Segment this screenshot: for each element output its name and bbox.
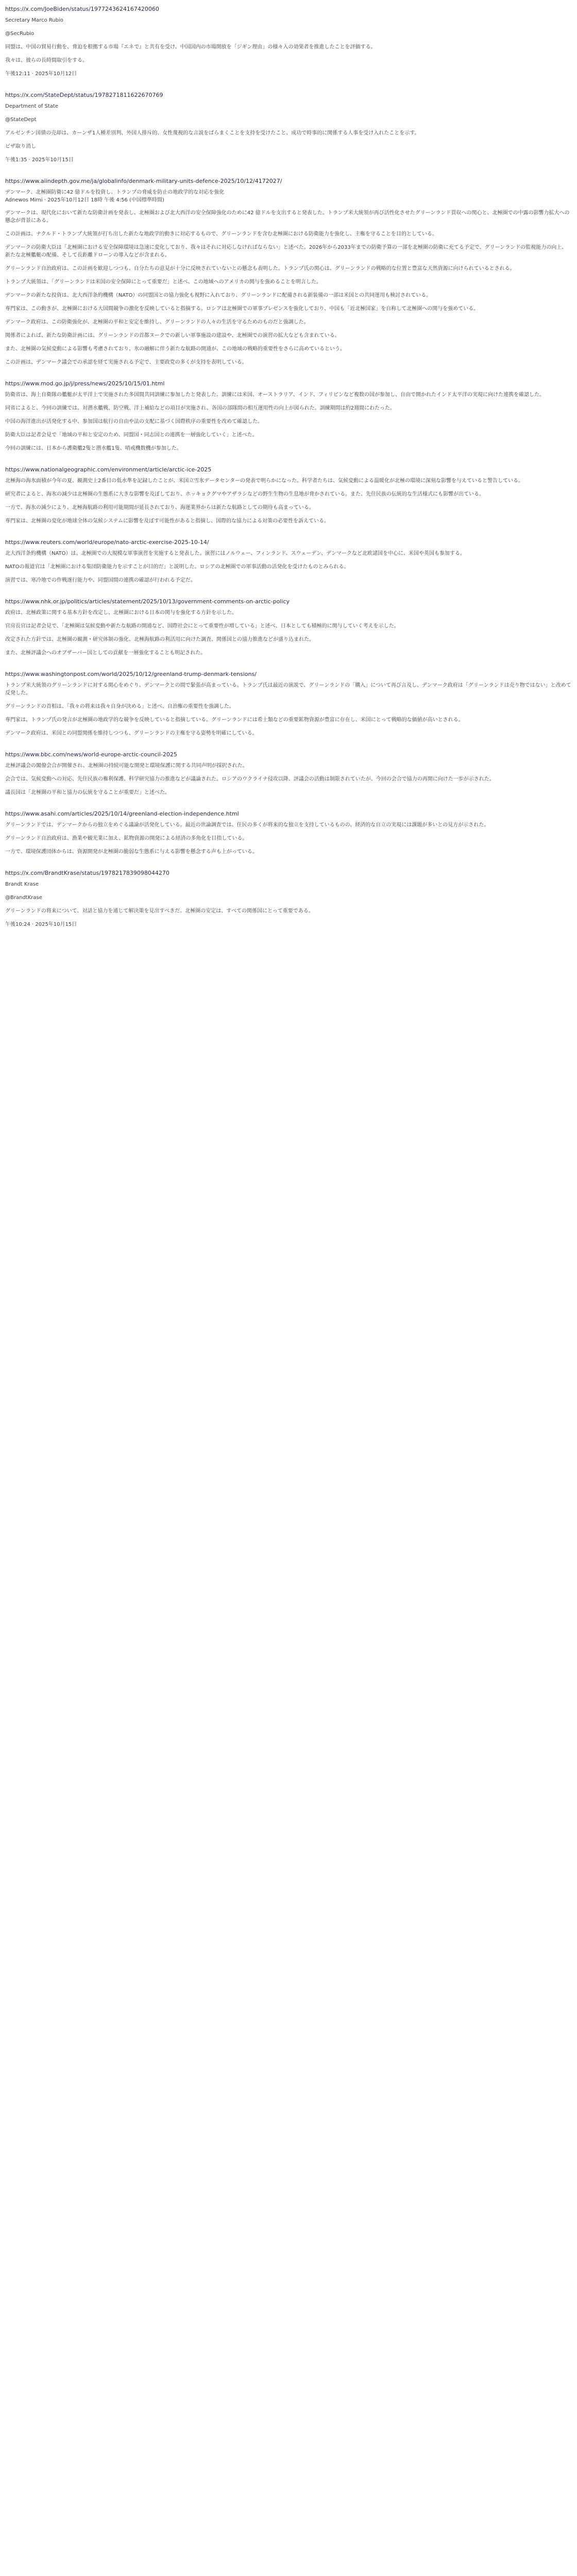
body-paragraph: グリーンランドの将来について、対話と協力を通じて解決策を見出すべきだ。北極圏の安定は、すべての関係国にとって重要である。 [5,908,314,914]
body-paragraph: ビザ取り消し [5,144,36,149]
body-paragraph: 同盟は、中国の貿易行動を、脅迫を根拠する市場『エネで』と共有を受け、中国国内の市場開放を「ジギン理由」の様々入の効果者を推進したことを評価する。 [5,44,376,50]
source-entry [5,91,572,164]
body-paragraph: 専門家は、北極圏の変化が地球全体の気候システムに影響を及ぼす可能性があると指摘し、国際的な協力による対策の必要性を訴えている。 [5,518,329,524]
body-paragraph: グリーンランドの首相は、「我々の将来は我々自身が決める」と述べ、自治権の重要性を強調した。 [5,704,234,709]
source-entry [5,869,572,928]
body-paragraph: 我々は、彼らの長時間取引をする。 [5,58,88,63]
body-paragraph: 北極評議会の閣僚会合が開催され、北極圏の持続可能な開発と環境保護に関する共同声明が採択された。 [5,763,248,769]
source-entry [5,466,572,525]
body-paragraph: 研究者によると、海氷の減少は北極圏の生態系に大きな影響を及ぼしており、ホッキョクグマやアザラシなどの野生生物の生息地が脅かされている。また、先住民族の伝統的な生活様式にも影響が出ている。 [5,492,484,497]
source-url-link[interactable]: https://www.nationalgeographic.com/environment/article/arctic-ice-2025 [5,466,212,473]
body-paragraph: 会合では、気候変動への対応、先住民族の権利保護、科学研究協力の推進などが議論された。ロシアのウクライナ侵攻以降、評議会の活動は制限されていたが、今回の会合で協力の再開に向けた一歩が示された。 [5,776,495,782]
source-url-link[interactable]: https://x.com/BrandtKrase/status/1978217839098044270 [5,870,169,876]
body-paragraph: NATOの報道官は「北極圏における集団防衛能力を示すことが目的だ」と説明した。ロシアの北極圏での軍事活動の活発化を受けたものとみられる。 [5,564,349,570]
source-entry [5,810,572,856]
body-paragraph: 中国の海洋進出が活発化する中、参加国は航行の自由や法の支配に基づく国際秩序の重要性を改めて確認した。 [5,419,263,425]
document [0,0,577,962]
body-paragraph: デンマークは、現代化において新たな防衛計画を発表し、北極圏および北大西洋の安全保障強化のために42 億ドルを支出すると発表した。トランプ米大統領が再び活性化させたグリーンランド買収への関心と、北極圏での中露の影響力拡大への懸念が背景にある。 [5,210,570,224]
body-paragraph: @SecRubio [5,31,35,37]
source-url-link[interactable]: https://www.nhk.or.jp/politics/articles/statement/2025/10/13/government-comments-on-arctic-policy [5,598,290,605]
body-paragraph: トランプ大統領は、「グリーンランドは米国の安全保障にとって重要だ」と述べ、この地域へのアメリカの関与を強めることを明言した。 [5,279,321,285]
body-paragraph: 午後1:35 · 2025年10月15日 [5,157,74,163]
source-entry [5,598,572,657]
body-paragraph: グリーンランド自治政府は、漁業や観光業に加え、鉱物資源の開発による経済の多角化を目指している。 [5,836,248,841]
article-meta [5,189,572,204]
body-paragraph: 防衛大臣は記者会見で「地域の平和と安定のため、同盟国・同志国との連携を一層強化していく」と述べた。 [5,432,258,438]
body-paragraph: デンマーク政府は、米国との同盟関係を維持しつつも、グリーンランドの主権を守る姿勢を明確にしている。 [5,731,258,736]
body-paragraph: 官房長官は記者会見で、「北極圏は気候変動や新たな航路の開通など、国際社会にとって重要性が増している」と述べ、日本としても積極的に関与していく考えを示した。 [5,623,399,629]
body-paragraph: 政府は、北極政策に関する基本方針を改定し、北極圏における日本の関与を強化する方針を示した。 [5,610,237,616]
body-paragraph: Department of State [5,104,58,109]
body-paragraph: 議長国は「北極圏の平和と協力の伝統を守ることが重要だ」と述べた。 [5,790,170,795]
body-paragraph: 午後12:11 · 2025年10月12日 [5,71,77,77]
body-paragraph: グリーンランド自治政府は、この計画を歓迎しつつも、自分たちの意見が十分に反映されていないとの懸念も表明した。トランプ氏の関心は、グリーンランドの戦略的な位置と豊富な天然資源に向けられているとされる。 [5,266,515,272]
source-url-link[interactable]: https://x.com/StateDept/status/1978271811622670769 [5,92,163,98]
body-paragraph: また、北極評議会へのオブザーバー国としての貢献を一層強化することも明記された。 [5,650,206,656]
body-paragraph: デンマーク政府は、この防衛強化が、北極圏の平和と安定を維持し、グリーンランドの人々の生活を守るためのものだと強調した。 [5,319,309,325]
body-paragraph: トランプ米大統領のグリーンランドに対する関心をめぐり、デンマークとの間で緊張が高まっている。トランプ氏は最近の演説で、グリーンランドの「購入」について再び言及し、デンマーク政府は「グリーンランドは売り物ではない」と改めて反発した。 [5,683,571,696]
article-byline: Adnewos Mirni · 2025年10月12日 18時 午後 4:56 (中国標準時間) [5,197,164,203]
source-url-link[interactable]: https://www.washingtonpost.com/world/2025/10/12/greenland-trump-denmark-tensions/ [5,671,257,677]
body-paragraph: グリーンランドでは、デンマークからの独立をめぐる議論が活発化している。最近の世論調査では、住民の多くが将来的な独立を支持しているものの、経済的な自立の実現には課題が多いとの見方が示された。 [5,822,489,828]
body-paragraph: 演習では、寒冷地での作戦遂行能力や、同盟国間の連携の確認が行われる予定だ。 [5,578,196,583]
body-paragraph: デンマークの新たな投資は、北大西洋条約機構（NATO）の同盟国との協力強化も視野に入れており、グリーンランドに配備される新装備の一部は米国との共同運用も検討されている。 [5,293,432,298]
article-headline: デンマーク、北極圏防衛に42 億ドルを投資し、トランプの脅威を防止の地政学的な対応を強化 [5,190,225,195]
body-paragraph: 専門家は、この動きが、北極圏における大国間競争の激化を反映していると指摘する。ロシアは北極圏での軍事プレゼンスを強化しており、中国も「近北極国家」を自称して北極圏への関与を強めている。 [5,306,479,312]
source-url-link[interactable]: https://www.asahi.com/articles/2025/10/14/greenland-election-independence.html [5,810,239,817]
body-paragraph: @StateDept [5,117,37,123]
body-paragraph: 一方で、海氷の減少により、北極海航路の利用可能期間が延長されており、海運業界からは新たな航路としての期待も高まっている。 [5,505,314,511]
body-paragraph: 今回の訓練には、日本から護衛艦2隻と潜水艦1隻、哨戒機数機が参加した。 [5,446,182,451]
source-url-link[interactable]: https://www.bbc.com/news/world-europe-arctic-council-2025 [5,751,177,758]
body-paragraph: デンマークの防衛大臣は「北極圏における安全保障環境は急速に変化しており、我々はそれに対応しなければならない」と述べた。2026年から2033年までの防衛予算の一部を北極圏の防衛に充てる予定で、グリーンランドの監視能力の向上、新たな北極艦艇の配備、そして長距離ドローンの導入などが含まれる。 [5,245,567,258]
source-url-link[interactable]: https://www.mod.go.jp/j/press/news/2025/10/15/01.html [5,380,165,387]
body-paragraph: Brandt Krase [5,882,39,887]
body-paragraph: 専門家は、トランプ氏の発言が北極圏の地政学的な競争を反映していると指摘している。グリーンランドには希土類などの重要鉱物資源が豊富に存在し、米国にとって戦略的な価値が高いとされる。 [5,717,464,723]
body-paragraph: 関係者によれば、新たな防衛計画には、グリーンランドの首都ヌークでの新しい軍事施設の建設や、北極圏での演習の拡大なども含まれている。 [5,333,340,338]
source-entry [5,380,572,452]
body-paragraph: この計画は、ナクルド・トランプ大統領が打ち出した新たな地政学的動きに対応するもので、グリーンランドを含む北極圏における防衛能力を強化し、主権を守ることを目的としている。 [5,231,437,237]
body-paragraph: アルゼンチン国債の売却は、カーンザ1人種差別判、外国人排斥的、女性蔑視的な言説をばらまくことを支持を受けたこと、成功で時事的に関係する人事を受け入れたことを示す。 [5,130,420,136]
body-paragraph: 改定された方針では、北極圏の観測・研究体制の強化、北極海航路の利活用に向けた調査、関係国との協力推進などが盛り込まれた。 [5,637,314,642]
body-paragraph: 北極海の海氷面積が今年の夏、観測史上2番目の低水準を記録したことが、米国立雪氷データセンターの発表で明らかになった。科学者たちは、気候変動による温暖化が北極の環境に深刻な影響を与えていると警告している。 [5,478,523,484]
body-paragraph: この計画は、デンマーク議会での承認を経て実施される予定で、主要政党の多くが支持を表明している。 [5,360,247,365]
source-entry [5,538,572,584]
body-paragraph: 防衛省は、海上自衛隊の艦艇が太平洋上で実施された多国間共同訓練に参加したと発表した。訓練には米国、オーストラリア、インド、フィリピンなど複数の国が参加し、自由で開かれたインド太平洋の実現に向けた連携を確認した。 [5,392,545,398]
body-paragraph: 同省によると、今回の訓練では、対潜水艦戦、防空戦、洋上補給などの項目が実施され、各国の部隊間の相互運用性の向上が図られた。訓練期間は約2週間にわたった。 [5,405,395,411]
source-entry [5,670,572,737]
body-paragraph: また、北極圏の気候変動による影響も考慮されており、氷の融解に伴う新たな航路の開通が、この地域の戦略的重要性をさらに高めているという。 [5,346,345,352]
body-paragraph: @BrandtKrase [5,895,42,901]
source-entry [5,5,572,78]
source-entry [5,177,572,366]
body-paragraph: Secretary Marco Rubio [5,18,63,23]
source-url-link[interactable]: https://www.reuters.com/world/europe/nato-arctic-exercise-2025-10-14/ [5,539,209,546]
body-paragraph: 北大西洋条約機構（NATO）は、北極圏での大規模な軍事演習を実施すると発表した。演習にはノルウェー、フィンランド、スウェーデン、デンマークなど北欧諸国を中心に、米国や英国も参加する。 [5,551,466,556]
body-paragraph: 午後10:24 · 2025年10月15日 [5,922,77,927]
source-url-link[interactable]: https://www.aiindepth.gov.me/ja/globalinfo/denmark-military-units-defence-2025/10/12/4172027/ [5,178,282,184]
source-url-link[interactable]: https://x.com/JoeBiden/status/1977243624167420060 [5,6,159,12]
source-entry [5,751,572,796]
body-paragraph: 一方で、環境保護団体からは、資源開発が北極圏の脆弱な生態系に与える影響を懸念する声も上がっている。 [5,849,258,855]
